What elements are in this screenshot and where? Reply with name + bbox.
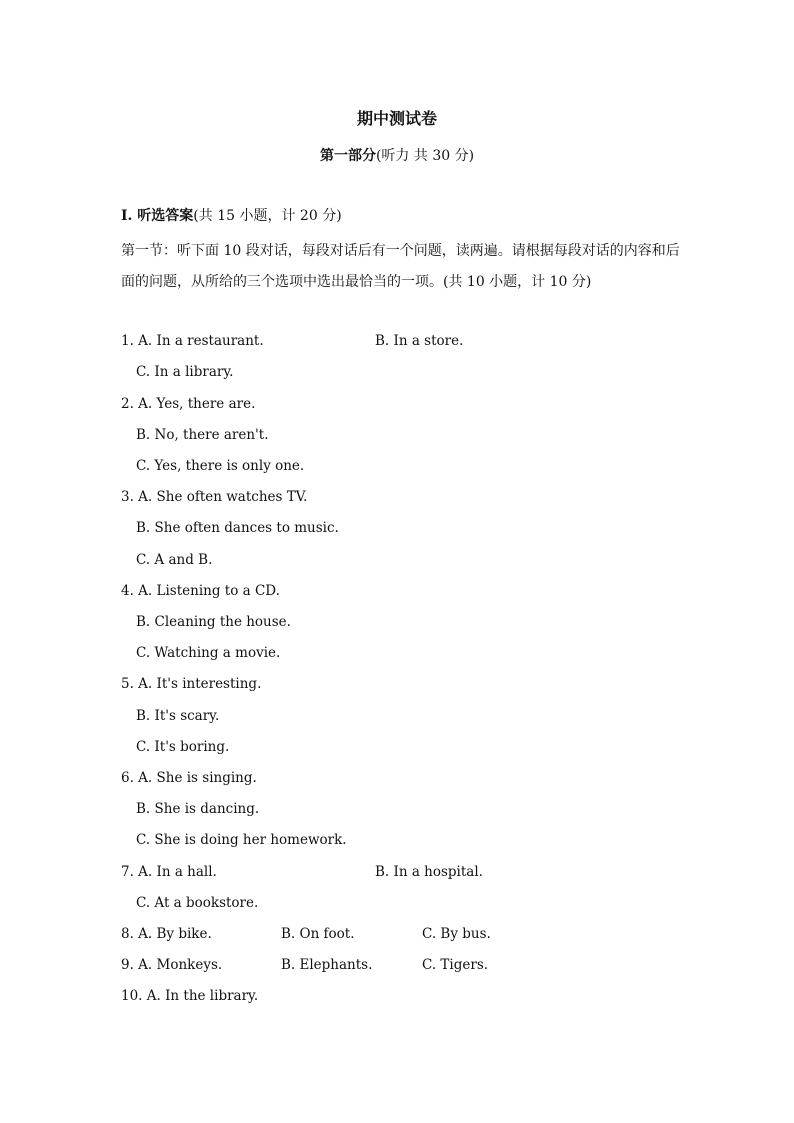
q8-option-c: C. By bus. [422,926,491,942]
q4-option-c: C. Watching a movie. [136,645,281,661]
q8-option-b: B. On foot. [281,926,355,942]
q2-option-b: B. No, there aren't. [136,427,269,443]
q3-option-c: C. A and B. [136,552,213,568]
q7-option-a: 7. A. In a hall. [121,864,217,880]
q6-option-c: C. She is doing her homework. [136,832,347,848]
part-detail: (听力 共 30 分) [375,148,475,164]
q8-option-a: 8. A. By bike. [121,926,212,942]
q9-option-b: B. Elephants. [281,957,373,973]
q2-option-c: C. Yes, there is only one. [136,458,305,474]
q1-option-c: C. In a library. [136,364,234,380]
q3-option-a: 3. A. She often watches TV. [121,489,308,505]
section-instruction: 第一节：听下面 10 段对话，每段对话后有一个问题，读两遍。请根据每段对话的内容和后面的问题，从所给的三个选项中选出最恰当的一项。(共 10 小题，计 10 分) [121,243,680,290]
part-subtitle [0,145,794,165]
exam-title: 期中测试卷 [356,109,437,128]
section-label: Ⅰ. 听选答案 [121,208,194,224]
section-detail: (共 15 小题，计 20 分) [193,208,342,224]
section-heading [121,205,342,225]
q9-option-c: C. Tigers. [422,957,489,973]
q2-option-a: 2. A. Yes, there are. [121,396,256,412]
q7-option-b: B. In a hospital. [375,864,483,880]
q5-option-a: 5. A. It's interesting. [121,676,262,692]
q1-option-a: 1. A. In a restaurant. [121,333,264,349]
q9-option-a: 9. A. Monkeys. [121,957,223,973]
q5-option-c: C. It's boring. [136,739,230,755]
q7-option-c: C. At a bookstore. [136,895,259,911]
q6-option-a: 6. A. She is singing. [121,770,257,786]
part-label: 第一部分 [319,148,376,164]
q6-option-b: B. She is dancing. [136,801,260,817]
q4-option-b: B. Cleaning the house. [136,614,291,630]
q5-option-b: B. It's scary. [136,708,220,724]
q10-option-a: 10. A. In the library. [121,988,259,1004]
q3-option-b: B. She often dances to music. [136,520,339,536]
q1-option-b: B. In a store. [375,333,464,349]
q4-option-a: 4. A. Listening to a CD. [121,583,280,599]
